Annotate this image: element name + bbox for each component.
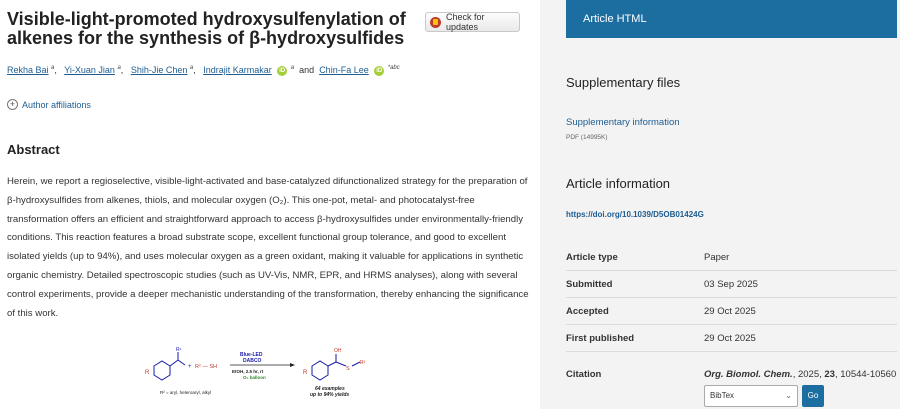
article-html-button[interactable]: Article HTML [566, 0, 897, 38]
supplementary-file-meta: PDF (14995K) [566, 134, 608, 141]
info-value: 29 Oct 2025 [704, 333, 756, 344]
info-label: First published [566, 333, 635, 344]
citation-format-select[interactable] [704, 385, 798, 407]
scheme-condition-oxygen: O₂ balloon [243, 375, 266, 380]
svg-text:R²: R² [360, 360, 366, 366]
author-affiliation-mark: a [51, 65, 55, 71]
citation-year: , 2025, [792, 369, 825, 380]
info-row-article-type [566, 244, 897, 271]
svg-text:R: R [303, 370, 308, 376]
info-value: Paper [704, 252, 730, 263]
author-affiliations-toggle[interactable] [7, 99, 91, 110]
info-label: Submitted [566, 279, 613, 290]
author-affiliation-mark: a [189, 65, 194, 71]
info-row-submitted [566, 271, 897, 298]
info-row-accepted [566, 298, 897, 325]
svg-text:R: R [145, 370, 150, 376]
article-information-heading: Article information [566, 176, 671, 191]
citation-journal: Org. Biomol. Chem. [704, 369, 793, 380]
abstract-heading: Abstract [7, 142, 60, 157]
supplementary-information-link[interactable]: Supplementary information [566, 117, 680, 128]
plus-circle-icon: + [7, 99, 18, 110]
scheme-examples: 64 examples [315, 386, 345, 392]
graphical-abstract-scheme [140, 344, 410, 409]
author-affiliation-mark: a [290, 65, 295, 71]
article-title: Visible-light-promoted hydroxysulfenylation of alkenes for the synthesis of β-hydroxysulfides [7, 9, 406, 48]
svg-text:+: + [188, 364, 192, 370]
info-value: 29 Oct 2025 [704, 306, 756, 317]
author-affiliation-mark: *abc [387, 65, 400, 71]
citation-pages: , 10544-10560 [834, 369, 897, 380]
author-affiliations-label: Author affiliations [22, 99, 91, 110]
author-affiliation-mark: a [117, 65, 121, 71]
svg-text:S: S [346, 366, 350, 372]
scheme-oh-label: OH [334, 348, 342, 354]
check-for-updates-button[interactable] [425, 12, 520, 32]
scheme-yields: up to 94% yields [310, 392, 350, 398]
supplementary-files-heading: Supplementary files [566, 75, 681, 90]
info-row-first-published [566, 325, 897, 352]
doi-link[interactable]: https://doi.org/10.1039/D5OB01424G [566, 210, 704, 219]
scheme-condition-light: Blue-LED [240, 352, 263, 358]
scheme-condition-base: DABCO [243, 358, 262, 364]
info-label: Article type [566, 252, 618, 263]
crossmark-icon [430, 17, 441, 28]
scheme-reagent: R² — SH [195, 364, 217, 370]
citation-value [704, 369, 896, 380]
author-link[interactable]: Indrajit Karmakar [203, 65, 272, 75]
info-label: Citation [566, 369, 602, 380]
scheme-condition-solvent: EtOH, 2.5 hr, rt [232, 369, 264, 374]
author-link[interactable]: Shih-Jie Chen [130, 65, 188, 75]
author-link[interactable]: Rekha Bai [7, 65, 49, 75]
orcid-icon[interactable]: iD [279, 67, 286, 74]
citation-volume: 23 [824, 369, 835, 380]
info-value: 03 Sep 2025 [704, 279, 758, 290]
svg-text:R¹: R¹ [176, 347, 182, 353]
author-link[interactable]: Chin-Fa Lee [319, 65, 369, 75]
abstract-text: Herein, we report a regioselective, visible-light-activated and base-catalyzed difunctionalized strategy for the preparation of β-hydroxysulfides from alkenes, thiols, and molecular oxygen (O₂). This one-pot, metal- and photocatalyst-free transformation offers an efficient and straightforward approach to access β-hydroxysulfides under environmentally-friendly conditions. This reaction features a broad substrate scope, excellent functional group tolerance, and good to excellent isolated yields (up to 94%), and uses molecular oxygen as a green oxidant, making it valuable for applications in synthetic organic chemistry. Detailed spectroscopic studies (such as UV-Vis, NMR, EPR, and HRMS analyses), along with several control experiments, provide a deeper mechanistic understanding of the transformation, thereby enhancing the significance of this work. [7, 176, 529, 319]
info-label: Accepted [566, 306, 609, 317]
chevron-down-icon: ⌄ [785, 391, 792, 400]
citation-go-button[interactable]: Go [802, 385, 824, 407]
and-text: and [299, 65, 315, 75]
citation-format-value: BibTex [710, 391, 735, 400]
orcid-icon[interactable]: iD [376, 67, 383, 74]
author-link[interactable]: Yi-Xuan Jian [64, 65, 115, 75]
author-list: Rekha Bai $^a$, Yi-Xuan Jian $^a$, Shih-Jie Chen $^a$, Indrajit Karmakar iD $^a$ and Chin-Fa Lee iD $^{*abc}$ [7, 65, 400, 75]
scheme-r2-note: R² = aryl, heteroaryl, alkyl [160, 390, 212, 395]
product-structure [312, 354, 360, 380]
check-for-updates-label: Check for updates [446, 12, 485, 32]
reactant-alkene-structure [154, 352, 185, 380]
